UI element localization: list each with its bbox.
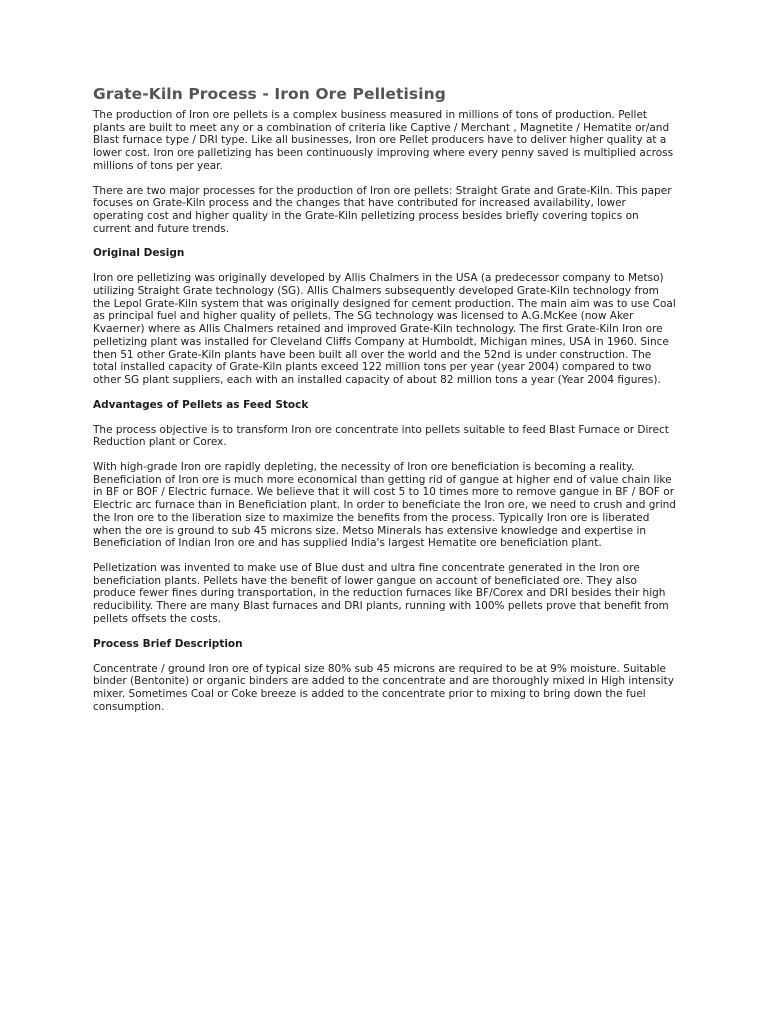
intro-paragraph-2: There are two major processes for the production of Iron ore pellets: Straight Grate and Grate-Kiln. This paper focuses on Grate-Kiln process and the changes that have contributed for increased availability, lower operating cost and higher quality in the Grate-Kiln pelletizing process besides briefly covering topics on current and future trends. — [93, 184, 672, 235]
section-process-brief-description — [93, 638, 677, 714]
section-advantages-of-pellets — [93, 399, 677, 626]
section-paragraph: With high-grade Iron ore rapidly depleting, the necessity of Iron ore beneficiation is becoming a reality. Beneficiation of Iron ore is much more economical than getting rid of gangue at higher end of value chain like in BF or BOF / Electric furnace. We believe that it will cost 5 to 10 times more to remove gangue in BF / BOF or Electric arc furnace than in Beneficiation plant. In order to beneficiate the Iron ore, we need to crush and grind the Iron ore to the liberation size to maximize the benefits from the process. Typically Iron ore is liberated when the ore is ground to sub 45 microns size. Metso Minerals has extensive knowledge and expertise in Beneficiation of Indian Iron ore and has supplied India's largest Hematite ore beneficiation plant. — [93, 461, 676, 550]
section-heading: Process Brief Description — [93, 637, 243, 650]
section-heading: Advantages of Pellets as Feed Stock — [93, 398, 309, 411]
document-page — [93, 84, 677, 725]
section-paragraph: Pelletization was invented to make use of Blue dust and ultra fine concentrate generated in the Iron ore beneficiation plants. Pellets have the benefit of lower gangue on account of beneficiated ore. They also produce fewer fines during transportation, in the reduction furnaces like BF/Corex and DRI besides their high reducibility. There are many Blast furnaces and DRI plants, running with 100% pellets prove that benefit from pellets offsets the costs. — [93, 561, 669, 625]
section-heading: Original Design — [93, 247, 185, 260]
intro-paragraph-1: The production of Iron ore pellets is a complex business measured in millions of tons of production. Pellet plants are built to meet any or a combination of criteria like Captive / Merchant , Magnetite / Hematite or/and Blast furnace type / DRI type. Like all businesses, Iron ore Pellet producers have to deliver higher quality at a lower cost. Iron ore palletizing has been continuously improving where every penny saved is multiplied across millions of tons per year. — [93, 109, 674, 172]
section-paragraph: Concentrate / ground Iron ore of typical size 80% sub 45 microns are required to be at 9% moisture. Suitable binder (Bentonite) or organic binders are added to the concentrate and are thoroughly mixed in High intensity mixer. Sometimes Coal or Coke breeze is added to the concentrate prior to mixing to bring down the fuel consumption. — [93, 662, 674, 713]
section-original-design — [93, 247, 677, 386]
section-paragraph: Iron ore pelletizing was originally developed by Allis Chalmers in the USA (a predecessor company to Metso) utilizing Straight Grate technology (SG). Allis Chalmers subsequently developed Grate-Kiln technology from the Lepol Grate-Kiln system that was originally designed for cement production. The main aim was to use Coal as principal fuel and higher quality of pellets. The SG technology was licensed to A.G.McKee (now Aker Kvaerner) where as Allis Chalmers retained and improved Grate-Kiln technology. The first Grate-Kiln Iron ore pelletizing plant was installed for Cleveland Cliffs Company at Humboldt, Michigan mines, USA in 1960. Since then 51 other Grate-Kiln plants have been built all over the world and the 52nd is under construction. The total installed capacity of Grate-Kiln plants exceed 122 million tons per year (year 2004) compared to two other SG plant suppliers, each with an installed capacity of about 82 million tons a year (Year 2004 figures). — [93, 272, 676, 386]
section-paragraph: The process objective is to transform Iron ore concentrate into pellets suitable to feed Blast Furnace or Direct Reduction plant or Corex. — [93, 423, 669, 449]
document-title: Grate-Kiln Process - Iron Ore Pelletising — [93, 85, 447, 103]
